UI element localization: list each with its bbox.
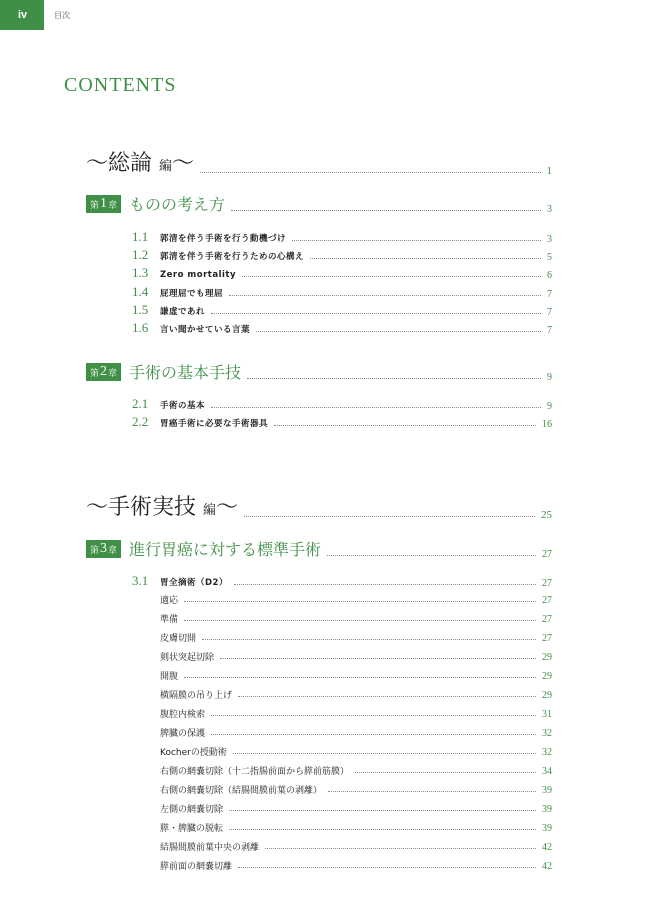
subsection-title: 適応	[160, 596, 179, 606]
toc-subsection[interactable]	[160, 688, 552, 701]
section-title: 郭清を伴う手術を行うための心構え	[160, 252, 305, 262]
page-number: iv	[18, 9, 28, 21]
toc-section[interactable]: 1.2 郭清を伴う手術を行うための心構え 5	[132, 247, 552, 263]
subsection-title: 開腹	[160, 672, 179, 682]
leader-dots	[327, 555, 536, 556]
subsection-title: 右側の網嚢切除（十二指腸前面から膵前筋膜）	[160, 767, 350, 777]
section-title: 郭清を伴う手術を行う動機づけ	[160, 234, 287, 244]
chapter-title: 手術の基本手技	[129, 363, 242, 382]
toc-section[interactable]: 1.6 言い聞かせている言葉 7	[132, 320, 552, 336]
page-ref: 6	[547, 270, 552, 281]
leader-dots	[244, 516, 535, 517]
page-ref: 29	[542, 652, 552, 663]
section-title: 胃全摘術（D2）	[160, 578, 228, 588]
toc-subsection[interactable]	[160, 593, 552, 606]
chapter-heading[interactable]	[86, 192, 552, 215]
page-ref: 42	[542, 861, 552, 872]
chapter-heading[interactable]	[86, 537, 552, 560]
subsection-title: 剣状突起切除	[160, 653, 215, 663]
page-ref: 34	[542, 766, 552, 777]
page-ref: 7	[547, 325, 552, 336]
page-ref: 29	[542, 690, 552, 701]
toc-subsection[interactable]	[160, 669, 552, 682]
page-ref: 29	[542, 671, 552, 682]
page-ref: 25	[541, 509, 552, 521]
page-ref: 5	[547, 252, 552, 263]
page-ref: 9	[547, 401, 552, 412]
chapter-badge: 第 1 章	[86, 195, 121, 213]
part-title: 〜総論 編〜	[86, 151, 195, 176]
subsection-title: Kocherの授動術	[160, 748, 227, 758]
running-header: 目次	[54, 11, 70, 20]
subsection-title: 右側の網嚢切除（結腸間膜前葉の剥離）	[160, 786, 323, 796]
toc-subsection[interactable]	[160, 726, 552, 739]
leader-dots	[231, 210, 541, 211]
toc-subsection[interactable]	[160, 707, 552, 720]
chapter-badge: 第 2 章	[86, 363, 121, 381]
section-title: Zero mortality	[160, 270, 237, 280]
page-ref: 42	[542, 842, 552, 853]
page-ref: 27	[542, 614, 552, 625]
chapter-title: 進行胃癌に対する標準手術	[129, 540, 322, 559]
chapter-badge: 第 3 章	[86, 540, 121, 558]
toc-section[interactable]: 2.1 手術の基本 9	[132, 396, 552, 412]
subsection-title: 脾臓の保護	[160, 729, 206, 739]
page-ref: 39	[542, 804, 552, 815]
page-ref: 31	[542, 709, 552, 720]
toc-subsection[interactable]	[160, 612, 552, 625]
page-ref: 32	[542, 747, 552, 758]
page-ref: 16	[542, 419, 552, 430]
chapter-title: ものの考え方	[129, 195, 226, 214]
toc-subsection[interactable]	[160, 764, 552, 777]
section-title: 胃癌手術に必要な手術器具	[160, 419, 269, 429]
subsection-title: 皮膚切開	[160, 634, 197, 644]
toc-subsection[interactable]	[160, 859, 552, 872]
subsection-title: 膵前面の網嚢切離	[160, 862, 233, 872]
subsection-title: 膵・脾臓の脱転	[160, 824, 224, 834]
toc-subsection[interactable]	[160, 631, 552, 644]
part-heading[interactable]	[86, 146, 552, 177]
toc-section[interactable]: 2.2 胃癌手術に必要な手術器具 16	[132, 414, 552, 430]
subsection-title: 準備	[160, 615, 179, 625]
part-heading[interactable]	[86, 490, 552, 521]
page-ref: 39	[542, 823, 552, 834]
toc-section[interactable]: 1.1 郭清を伴う手術を行う動機づけ 3	[132, 229, 552, 245]
page-ref: 39	[542, 785, 552, 796]
leader-dots	[200, 172, 540, 173]
toc-subsection[interactable]	[160, 650, 552, 663]
page-ref: 9	[547, 372, 552, 383]
section-title: 謙虚であれ	[160, 307, 206, 317]
toc-subsection[interactable]	[160, 745, 552, 758]
toc-subsection[interactable]	[160, 802, 552, 815]
page-ref: 7	[547, 289, 552, 300]
page-title: CONTENTS	[64, 74, 177, 96]
page-ref: 3	[547, 204, 552, 215]
page-ref: 3	[547, 234, 552, 245]
page-ref: 27	[542, 549, 552, 560]
page-ref: 7	[547, 307, 552, 318]
toc-subsection[interactable]	[160, 783, 552, 796]
section-title: 屁理屈でも理屈	[160, 289, 224, 299]
section-title: 言い聞かせている言葉	[160, 325, 251, 335]
toc-section[interactable]: 1.4 屁理屈でも理屈 7	[132, 284, 552, 300]
section-title: 手術の基本	[160, 401, 206, 411]
toc-subsection[interactable]	[160, 840, 552, 853]
toc-section[interactable]: 1.5 謙虚であれ 7	[132, 302, 552, 318]
toc-section[interactable]: 3.1 胃全摘術（D2） 27	[132, 573, 552, 589]
part-title: 〜手術実技 編〜	[86, 495, 239, 520]
subsection-title: 腹腔内検索	[160, 710, 206, 720]
leader-dots	[247, 378, 541, 379]
page-ref: 1	[546, 165, 552, 177]
subsection-title: 結腸間膜前葉中央の剥離	[160, 843, 260, 853]
page-ref: 27	[542, 578, 552, 589]
subsection-title: 横隔膜の吊り上げ	[160, 691, 233, 701]
page-ref: 32	[542, 728, 552, 739]
toc-subsection[interactable]	[160, 821, 552, 834]
subsection-title: 左側の網嚢切除	[160, 805, 224, 815]
chapter-heading[interactable]	[86, 360, 552, 383]
page-number-tab	[0, 0, 44, 30]
toc-section[interactable]: 1.3 Zero mortality 6	[132, 265, 552, 281]
page-ref: 27	[542, 595, 552, 606]
page-ref: 27	[542, 633, 552, 644]
